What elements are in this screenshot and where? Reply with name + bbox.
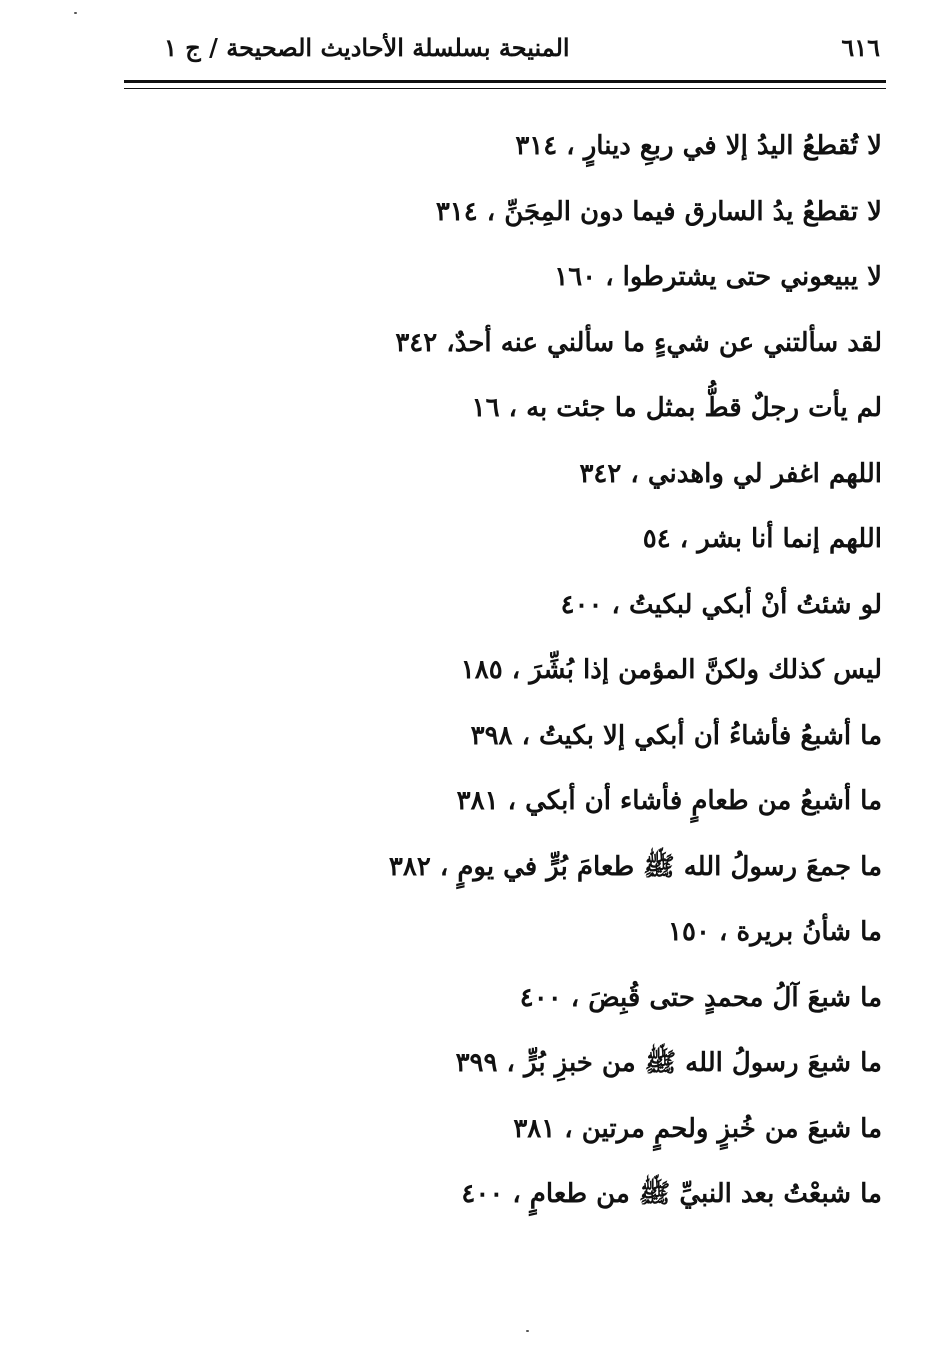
index-entry: ما شبعَ من خُبزٍ ولحمٍ مرتين ، ٣٨١ [513,1113,882,1144]
index-entry: ما شبعَ آلُ محمدٍ حتى قُبِضَ ، ٤٠٠ [519,982,882,1013]
index-entry: ما شأنُ بريرة ، ١٥٠ [668,917,882,947]
header-rule-thick [124,80,886,83]
index-entry: ما أشبعُ فأشاءُ أن أبكي إلا بكيتُ ، ٣٩٨ [470,720,882,751]
index-entry: ما أشبعُ من طعامٍ فأشاء أن أبكي ، ٣٨١ [456,786,882,816]
scan-speck [526,1330,529,1332]
index-entry: ليس كذلك ولكنَّ المؤمن إذا بُشِّرَ ، ١٨٥ [460,655,882,685]
index-entry: لم يأت رجلٌ قطُّ بمثل ما جئت به ، ١٦ [471,393,882,423]
index-entry: اللهم اغفر لي واهدني ، ٣٤٢ [579,458,882,489]
index-entry: لا يبيعوني حتى يشترطوا ، ١٦٠ [554,262,882,292]
hadith-index-list [122,124,882,1238]
index-entry: لو شئتُ أنْ أبكي لبكيتُ ، ٤٠٠ [560,589,882,620]
index-entry: اللهم إنما أنا بشر ، ٥٤ [642,524,882,554]
scan-speck [74,12,77,14]
book-title: المنيحة بسلسلة الأحاديث الصحيحة / ج ١ [164,33,570,62]
index-entry: لا تُقطعُ اليدُ إلا في ربعِ دينارٍ ، ٣١٤ [515,131,882,161]
index-entry: لقد سألتني عن شيءٍ ما سألني عنه أحدٌ، ٣٤٢ [395,327,882,358]
index-entry: ما جمعَ رسولُ الله ﷺ طعامَ بُرٍّ في يومٍ ، ٣٨٢ [388,851,882,882]
index-entry: لا تقطعُ يدُ السارق فيما دون المِجَنِّ ، ٣١٤ [435,196,882,227]
running-header [124,22,884,80]
index-entry: ما شبعْتُ بعد النبيِّ ﷺ من طعامٍ ، ٤٠٠ [461,1179,882,1209]
index-entry: ما شبعَ رسولُ الله ﷺ من خبزِ بُرٍّ ، ٣٩٩ [455,1048,882,1078]
page-number: ٦١٦ [841,33,880,62]
header-rule-thin [124,88,886,89]
